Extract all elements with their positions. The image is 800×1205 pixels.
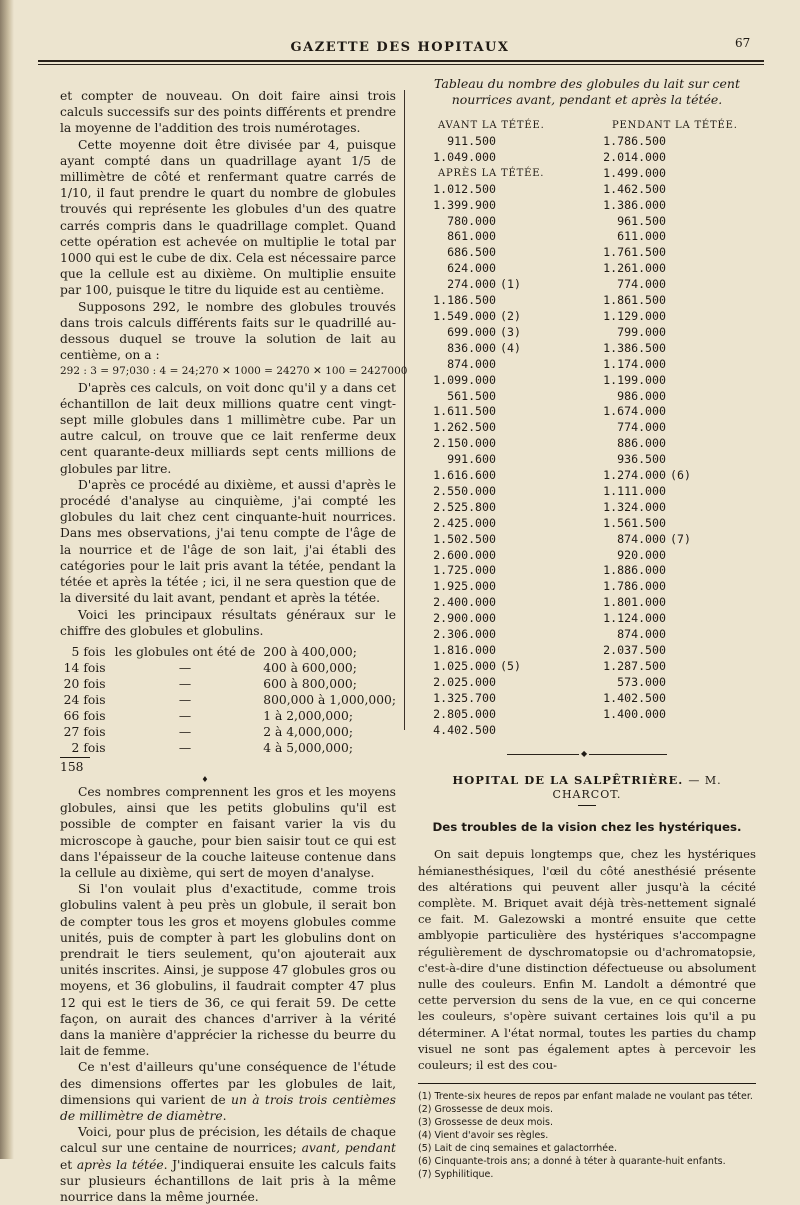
table-value-row [588, 325, 756, 341]
stat-row [60, 676, 396, 692]
table-title: Tableau du nombre des globules du lait sur cent nourrices avant, pendant et après la tétée. [434, 76, 740, 107]
globule-count: 611.000 [617, 229, 666, 244]
stat-text: — [178, 660, 192, 675]
journal-title: GAZETTE DES HOPITAUX [290, 40, 510, 55]
stat-unit: fois [83, 660, 106, 675]
globule-count: 1.611.500 [433, 404, 496, 419]
table-value-row [588, 373, 756, 389]
header-rule [38, 60, 764, 62]
globule-count: 2.025.000 [433, 674, 496, 689]
footnote: (1) Trente-six heures de repos par enfant malade ne voulant pas téter. [418, 1091, 753, 1103]
globule-count: 1.274.000 [603, 468, 666, 483]
article-body: On sait depuis longtemps que, chez les hystériques hémianesthésiques, l'œil du côté anesthésié présente des altérations qui peuvent aller jusqu'à la cécité complète. M. Briquet avait déjà très-nettement signalé ce fait. M. Galezowski a montré ensuite que cette amblyopie particulière des hystériques s'accompagne régulièrement de dyschromatopsie ou d'achromatopsie, c'est-à-dire d'une distinction défectueuse ou absolument nulle des couleurs. Enfin M. Landolt a démontré que cette perversion du sens de la vue, en ce qui concerne les couleurs, s'opère suivant certaines lois qu'il a pu déterminer. A l'état normal, toutes les parties du champ visuel ne sont pas également aptes à percevoir les couleurs; il est des cou- [418, 847, 756, 1073]
footnote-ref: (4) [500, 340, 521, 355]
globule-count: 2.600.000 [433, 547, 496, 562]
stat-count: 20 [63, 676, 80, 691]
table-value-row [418, 198, 588, 214]
apres-list [418, 182, 588, 739]
table-value-row [418, 468, 588, 484]
table-value-row [418, 134, 588, 150]
table-value-row [418, 261, 588, 277]
footnote-ref: (6) [670, 468, 691, 483]
globule-count: 1.386.000 [603, 197, 666, 212]
small-rule [578, 805, 596, 806]
globule-count: 1.129.000 [603, 308, 666, 323]
globule-count: 699.000 [447, 324, 496, 339]
globule-count: 1.261.000 [603, 261, 666, 276]
footnote-rule [418, 1083, 756, 1084]
table-value-row [418, 643, 588, 659]
right-values-column [588, 134, 756, 738]
paragraph [60, 1124, 396, 1205]
right-column [418, 76, 756, 1181]
author-name: — M. CHARCOT. [552, 774, 722, 802]
globule-count: 920.000 [617, 547, 666, 562]
paragraph: D'après ces calculs, on voit donc qu'il y a dans cet échantillon de lait deux millions quatre cent vingt-sept mille globules dans 1 millimètre cube. Par un autre calcul, on trouve que ce lait renferme deux cent quarante-deux milliards sept cents millions de globules par litre. [60, 380, 396, 476]
table-value-row [588, 484, 756, 500]
table-value-row [418, 723, 588, 739]
stat-text: — [178, 724, 192, 739]
globule-count: 1.786.500 [603, 134, 666, 148]
calculation-formula: 292 : 3 = 97;030 : 4 = 24;270 ✕ 1000 = 24270 ✕ 100 = 2427000 [60, 365, 408, 378]
table-value-row [418, 659, 588, 675]
globule-count: 1.925.000 [433, 579, 496, 594]
table-value-row [418, 611, 588, 627]
globule-count: 1.049.000 [433, 149, 496, 164]
text-run: Voici, pour plus de précision, les détails de chaque calcul sur une centaine de nourrices; [60, 1125, 396, 1156]
table-value-row [588, 436, 756, 452]
globule-count: 1.262.500 [433, 420, 496, 435]
stat-range: 600 à 800,000; [263, 676, 357, 691]
stat-count: 27 [63, 724, 80, 739]
globule-count: 1.099.000 [433, 372, 496, 387]
article-title: Des troubles de la vision chez les hystériques. [432, 820, 742, 835]
italic-run: un à trois trois centièmes de millimètre de diamètre [60, 1092, 396, 1123]
table-value-row [588, 277, 756, 293]
globule-count: 573.000 [617, 674, 666, 689]
stat-total: 158 [60, 759, 84, 774]
page-binding-edge [0, 0, 14, 1159]
globule-count: 936.500 [617, 452, 666, 467]
footnote: (7) Syphilitique. [418, 1169, 494, 1181]
table-value-row [588, 341, 756, 357]
table-value-row [588, 627, 756, 643]
globule-count: 986.000 [617, 388, 666, 403]
table-value-row [418, 373, 588, 389]
table-value-row [418, 452, 588, 468]
globule-count: 2.900.000 [433, 611, 496, 626]
table-value-row [418, 627, 588, 643]
table-value-row [588, 468, 756, 484]
table-value-row [418, 563, 588, 579]
paragraph: Si l'on voulait plus d'exactitude, comme trois globulins valent à peu près un globule, il serait bon de compter tous les gros et moyens globules comme unités, puis de compter à part les globulins dont on prendrait le tiers seulement, qu'on ajouterait aux unités inscrites. Ainsi, je suppose 47 globules gros ou moyens, et 36 globulins, il faudrait compter 47 plus 12 qui est le tiers de 36, ce qui ferait 59. De cette façon, on aurait des chances d'arriver à la vérité dans la manière d'apprécier la richesse du beurre du lait de femme. [60, 882, 396, 1059]
stat-unit: fois [83, 644, 106, 659]
globule-count: 1.186.500 [433, 293, 496, 308]
stat-text: — [178, 708, 192, 723]
table-value-row [418, 229, 588, 245]
footnote-ref: (5) [500, 658, 521, 673]
table-value-row [588, 150, 756, 166]
footnote: (6) Cinquante-trois ans; a donné à téter à quarante-huit enfants. [418, 1156, 726, 1168]
footnote: (3) Grossesse de deux mois. [418, 1117, 553, 1129]
left-values-column [418, 134, 588, 738]
ornament-icon: ♦ [201, 774, 209, 784]
stat-unit: fois [83, 692, 106, 707]
globule-count: 1.012.500 [433, 181, 496, 196]
globule-count: 1.025.000 [433, 658, 496, 673]
page-number: 67 [735, 36, 751, 50]
stat-range: 1 à 2,000,000; [263, 708, 353, 723]
table-value-row [588, 563, 756, 579]
globule-count: 1.324.000 [603, 499, 666, 514]
column-divider [404, 90, 405, 730]
globule-count: 961.500 [617, 213, 666, 228]
table-value-row [588, 516, 756, 532]
table-value-row [418, 357, 588, 373]
header-avant: AVANT LA TÉTÉE. [438, 120, 545, 131]
header-rule-thin [38, 64, 764, 65]
table-value-row [418, 484, 588, 500]
table-value-row [588, 404, 756, 420]
stat-count: 24 [63, 692, 80, 707]
table-value-row [418, 293, 588, 309]
table-value-row [588, 420, 756, 436]
table-value-row [418, 341, 588, 357]
text-run: . J'indiquerai ensuite les calculs faits sur plusieurs échantillons de lait pris à la même nourrice dans la même journée. [60, 1157, 397, 1204]
paragraph: Cette moyenne doit être divisée par 4, puisque ayant compté dans un quadrillage ayant 1/5 de millimètre de côté et renfermant quatre carrés de 1/10, il faut prendre le quart du nombre de globules trouvés qui représente les globules d'un des quatre carrés compris dans le quadrillage complet. Quand cette opération est achevée on multiplie le total par 1000 qui est le cube de dix. Cela est nécessaire parce que la cellule est au dixième. On multiplie ensuite par 100, puisque le titre du liquide est au centième. [60, 137, 396, 298]
table-value-row [588, 707, 756, 723]
table-value-row [418, 182, 588, 198]
table-value-row [588, 229, 756, 245]
globule-count: 2.150.000 [433, 436, 496, 451]
globule-count: 874.000 [447, 356, 496, 371]
globule-count: 1.287.500 [603, 658, 666, 673]
table-value-row [588, 452, 756, 468]
globule-count: 2.014.000 [603, 149, 666, 164]
globule-count: 1.816.000 [433, 643, 496, 657]
globule-count: 1.462.500 [603, 181, 666, 196]
table-value-row [418, 214, 588, 230]
stat-count: 5 [71, 644, 80, 659]
pendant-list [588, 134, 756, 723]
globule-count: 1.399.900 [433, 197, 496, 212]
footnote-ref: (3) [500, 324, 521, 339]
stat-count: 14 [63, 660, 80, 675]
globule-count: 1.386.500 [603, 340, 666, 355]
globule-count: 274.000 [447, 277, 496, 292]
table-value-row [418, 420, 588, 436]
table-value-row [588, 214, 756, 230]
table-value-row [588, 643, 756, 659]
table-value-row [418, 548, 588, 564]
globule-count: 1.725.000 [433, 563, 496, 578]
header-pendant: PENDANT LA TÉTÉE. [612, 120, 738, 131]
globule-count: 774.000 [617, 420, 666, 435]
globule-count: 2.805.000 [433, 706, 496, 721]
globule-count: 686.500 [447, 245, 496, 260]
italic-run: avant, pendant [301, 1141, 396, 1156]
globule-count: 991.600 [447, 452, 496, 467]
table-value-row [588, 293, 756, 309]
table-value-row [588, 532, 756, 548]
globule-count: 2.306.000 [433, 627, 496, 642]
globule-count: 1.861.500 [603, 293, 666, 308]
stat-range: 400 à 600,000; [263, 660, 357, 675]
globule-count: 836.000 [447, 340, 496, 355]
globule-count: 874.000 [617, 531, 666, 546]
stat-text: — [178, 692, 192, 707]
table-value-row [588, 691, 756, 707]
table-value-row [418, 277, 588, 293]
globule-statistics-table [60, 644, 396, 756]
ornament-icon: ◆ [581, 749, 588, 759]
globule-count: 1.886.000 [603, 563, 666, 578]
table-value-row [418, 532, 588, 548]
stat-row [60, 708, 396, 724]
globule-count: 1.174.000 [603, 356, 666, 371]
globule-count: 2.550.000 [433, 483, 496, 498]
table-value-row [588, 500, 756, 516]
table-value-row [588, 134, 756, 150]
table-value-row [418, 595, 588, 611]
avant-list [418, 134, 588, 166]
italic-run: après la tétée [76, 1157, 164, 1172]
table-value-row [418, 675, 588, 691]
footnote-ref: (7) [670, 531, 691, 546]
paragraph: Voici les principaux résultats généraux sur le chiffre des globules et globulins. [60, 607, 396, 638]
table-value-row [588, 595, 756, 611]
globule-count: 1.786.000 [603, 579, 666, 594]
stat-count: 66 [63, 708, 80, 723]
globule-count: 1.400.000 [603, 706, 666, 721]
table-value-row [418, 404, 588, 420]
hospital-name: HOPITAL DE LA SALPÊTRIÈRE. [452, 773, 684, 788]
globule-count: 1.402.500 [603, 690, 666, 705]
text-run: et [60, 1157, 77, 1172]
table-value-row [418, 579, 588, 595]
footnote: (2) Grossesse de deux mois. [418, 1104, 553, 1116]
footnote: (4) Vient d'avoir ses règles. [418, 1130, 549, 1142]
table-value-row [418, 691, 588, 707]
stat-unit: fois [83, 676, 106, 691]
table-value-row [588, 579, 756, 595]
table-value-row [588, 675, 756, 691]
table-value-row [588, 245, 756, 261]
table-value-row [418, 707, 588, 723]
globule-count: 1.549.000 [433, 308, 496, 323]
stat-unit: fois [83, 740, 106, 755]
globule-count: 1.616.600 [433, 468, 496, 483]
globule-count: 1.561.500 [603, 515, 666, 530]
stat-row [60, 740, 396, 756]
stat-unit: fois [83, 724, 106, 739]
globule-count: 2.037.500 [603, 643, 666, 657]
stat-row [60, 724, 396, 740]
footnote-ref: (1) [500, 277, 521, 292]
table-headers [418, 120, 756, 134]
paragraph: Ces nombres comprennent les gros et les moyens globules, ainsi que les petits globulins qu'il est possible de compter en faisant varier la vis du microscope à gauche, pour bien saisir tout ce qui est dans l'épaisseur de la couche laiteuse contenue dans la cellule au dixième, qui sert de moyen d'analyse. [60, 784, 396, 880]
table-value-row [588, 611, 756, 627]
globule-counts-table [418, 134, 756, 738]
stat-row [60, 660, 396, 676]
globule-count: 1.801.000 [603, 595, 666, 610]
table-value-row [588, 261, 756, 277]
globule-count: 1.124.000 [603, 611, 666, 626]
globule-count: 861.000 [447, 229, 496, 244]
stat-range: 4 à 5,000,000; [263, 740, 353, 755]
table-value-row [588, 659, 756, 675]
globule-count: 874.000 [617, 627, 666, 642]
table-value-row [418, 309, 588, 325]
globule-count: 780.000 [447, 213, 496, 228]
globule-count: 911.500 [447, 134, 496, 148]
stat-row [60, 692, 396, 708]
globule-count: 4.402.500 [433, 722, 496, 737]
text-run: . [222, 1108, 227, 1123]
globule-count: 1.111.000 [603, 483, 666, 498]
globule-count: 2.400.000 [433, 595, 496, 610]
stat-range: 2 à 4,000,000; [263, 724, 353, 739]
globule-count: 886.000 [617, 436, 666, 451]
table-value-row [418, 436, 588, 452]
globule-count: 2.425.000 [433, 515, 496, 530]
text-run: Ce n'est d'ailleurs qu'une conséquence de l'étude des dimensions offertes par les globules de lait, dimensions qui varient de [60, 1060, 396, 1107]
header-apres: APRÈS LA TÉTÉE. [438, 167, 545, 179]
section-divider [507, 749, 667, 759]
globule-count: 1.499.000 [603, 165, 666, 180]
footnote: (5) Lait de cinq semaines et galactorrhée. [418, 1143, 618, 1155]
globule-count: 1.502.500 [433, 531, 496, 546]
table-value-row [588, 198, 756, 214]
stat-count: 2 [71, 740, 80, 755]
total-rule [60, 757, 90, 758]
globule-count: 2.525.800 [433, 499, 496, 514]
table-value-row [418, 325, 588, 341]
table-value-row [418, 500, 588, 516]
footnotes [418, 1090, 756, 1181]
globule-count: 1.674.000 [603, 404, 666, 419]
globule-count: 561.500 [447, 388, 496, 403]
stat-unit: fois [83, 708, 106, 723]
globule-count: 774.000 [617, 277, 666, 292]
table-value-row [588, 389, 756, 405]
globule-count: 1.325.700 [433, 690, 496, 705]
table-value-row [588, 166, 756, 182]
table-value-row [418, 389, 588, 405]
paragraph: et compter de nouveau. On doit faire ainsi trois calculs successifs sur des points différents et prendre la moyenne de l'addition des trois numérotages. [60, 89, 396, 136]
section-heading [418, 773, 756, 801]
stat-range: 200 à 400,000; [263, 644, 357, 659]
stat-text: — [178, 676, 192, 691]
table-value-row [588, 309, 756, 325]
globule-count: 799.000 [617, 324, 666, 339]
stat-text: — [178, 740, 192, 755]
table-value-row [588, 548, 756, 564]
globule-count: 1.761.500 [603, 245, 666, 260]
table-value-row [418, 245, 588, 261]
table-value-row [418, 516, 588, 532]
table-value-row [588, 182, 756, 198]
table-value-row [418, 150, 588, 166]
footnote-ref: (2) [500, 308, 521, 323]
globule-count: 1.199.000 [603, 372, 666, 387]
globule-count: 624.000 [447, 261, 496, 276]
table-value-row [588, 357, 756, 373]
paragraph: Supposons 292, le nombre des globules trouvés dans trois calculs différents faits sur le quadrillé au-dessous duquel se trouve la solution de lait au centième, on a : [60, 299, 396, 363]
paragraph [60, 1059, 396, 1124]
stat-row [60, 644, 396, 660]
stat-text: les globules ont été de [114, 644, 256, 659]
paragraph: D'après ce procédé au dixième, et aussi d'après le procédé d'analyse au cinquième, j'ai compté les globules du lait chez cent cinquante-huit nourrices. Dans mes observations, j'ai tenu compte de l'âge de la nourrice et de l'âge de son lait, j'ai établi des catégories pour le lait pris avant la tétée, pendant la tétée et après la tétée ; ici, il ne sera question que de la diversité du lait avant, pendant et après la tétée. [60, 477, 396, 606]
stat-range: 800,000 à 1,000,000; [263, 692, 396, 707]
left-column [60, 88, 408, 1205]
